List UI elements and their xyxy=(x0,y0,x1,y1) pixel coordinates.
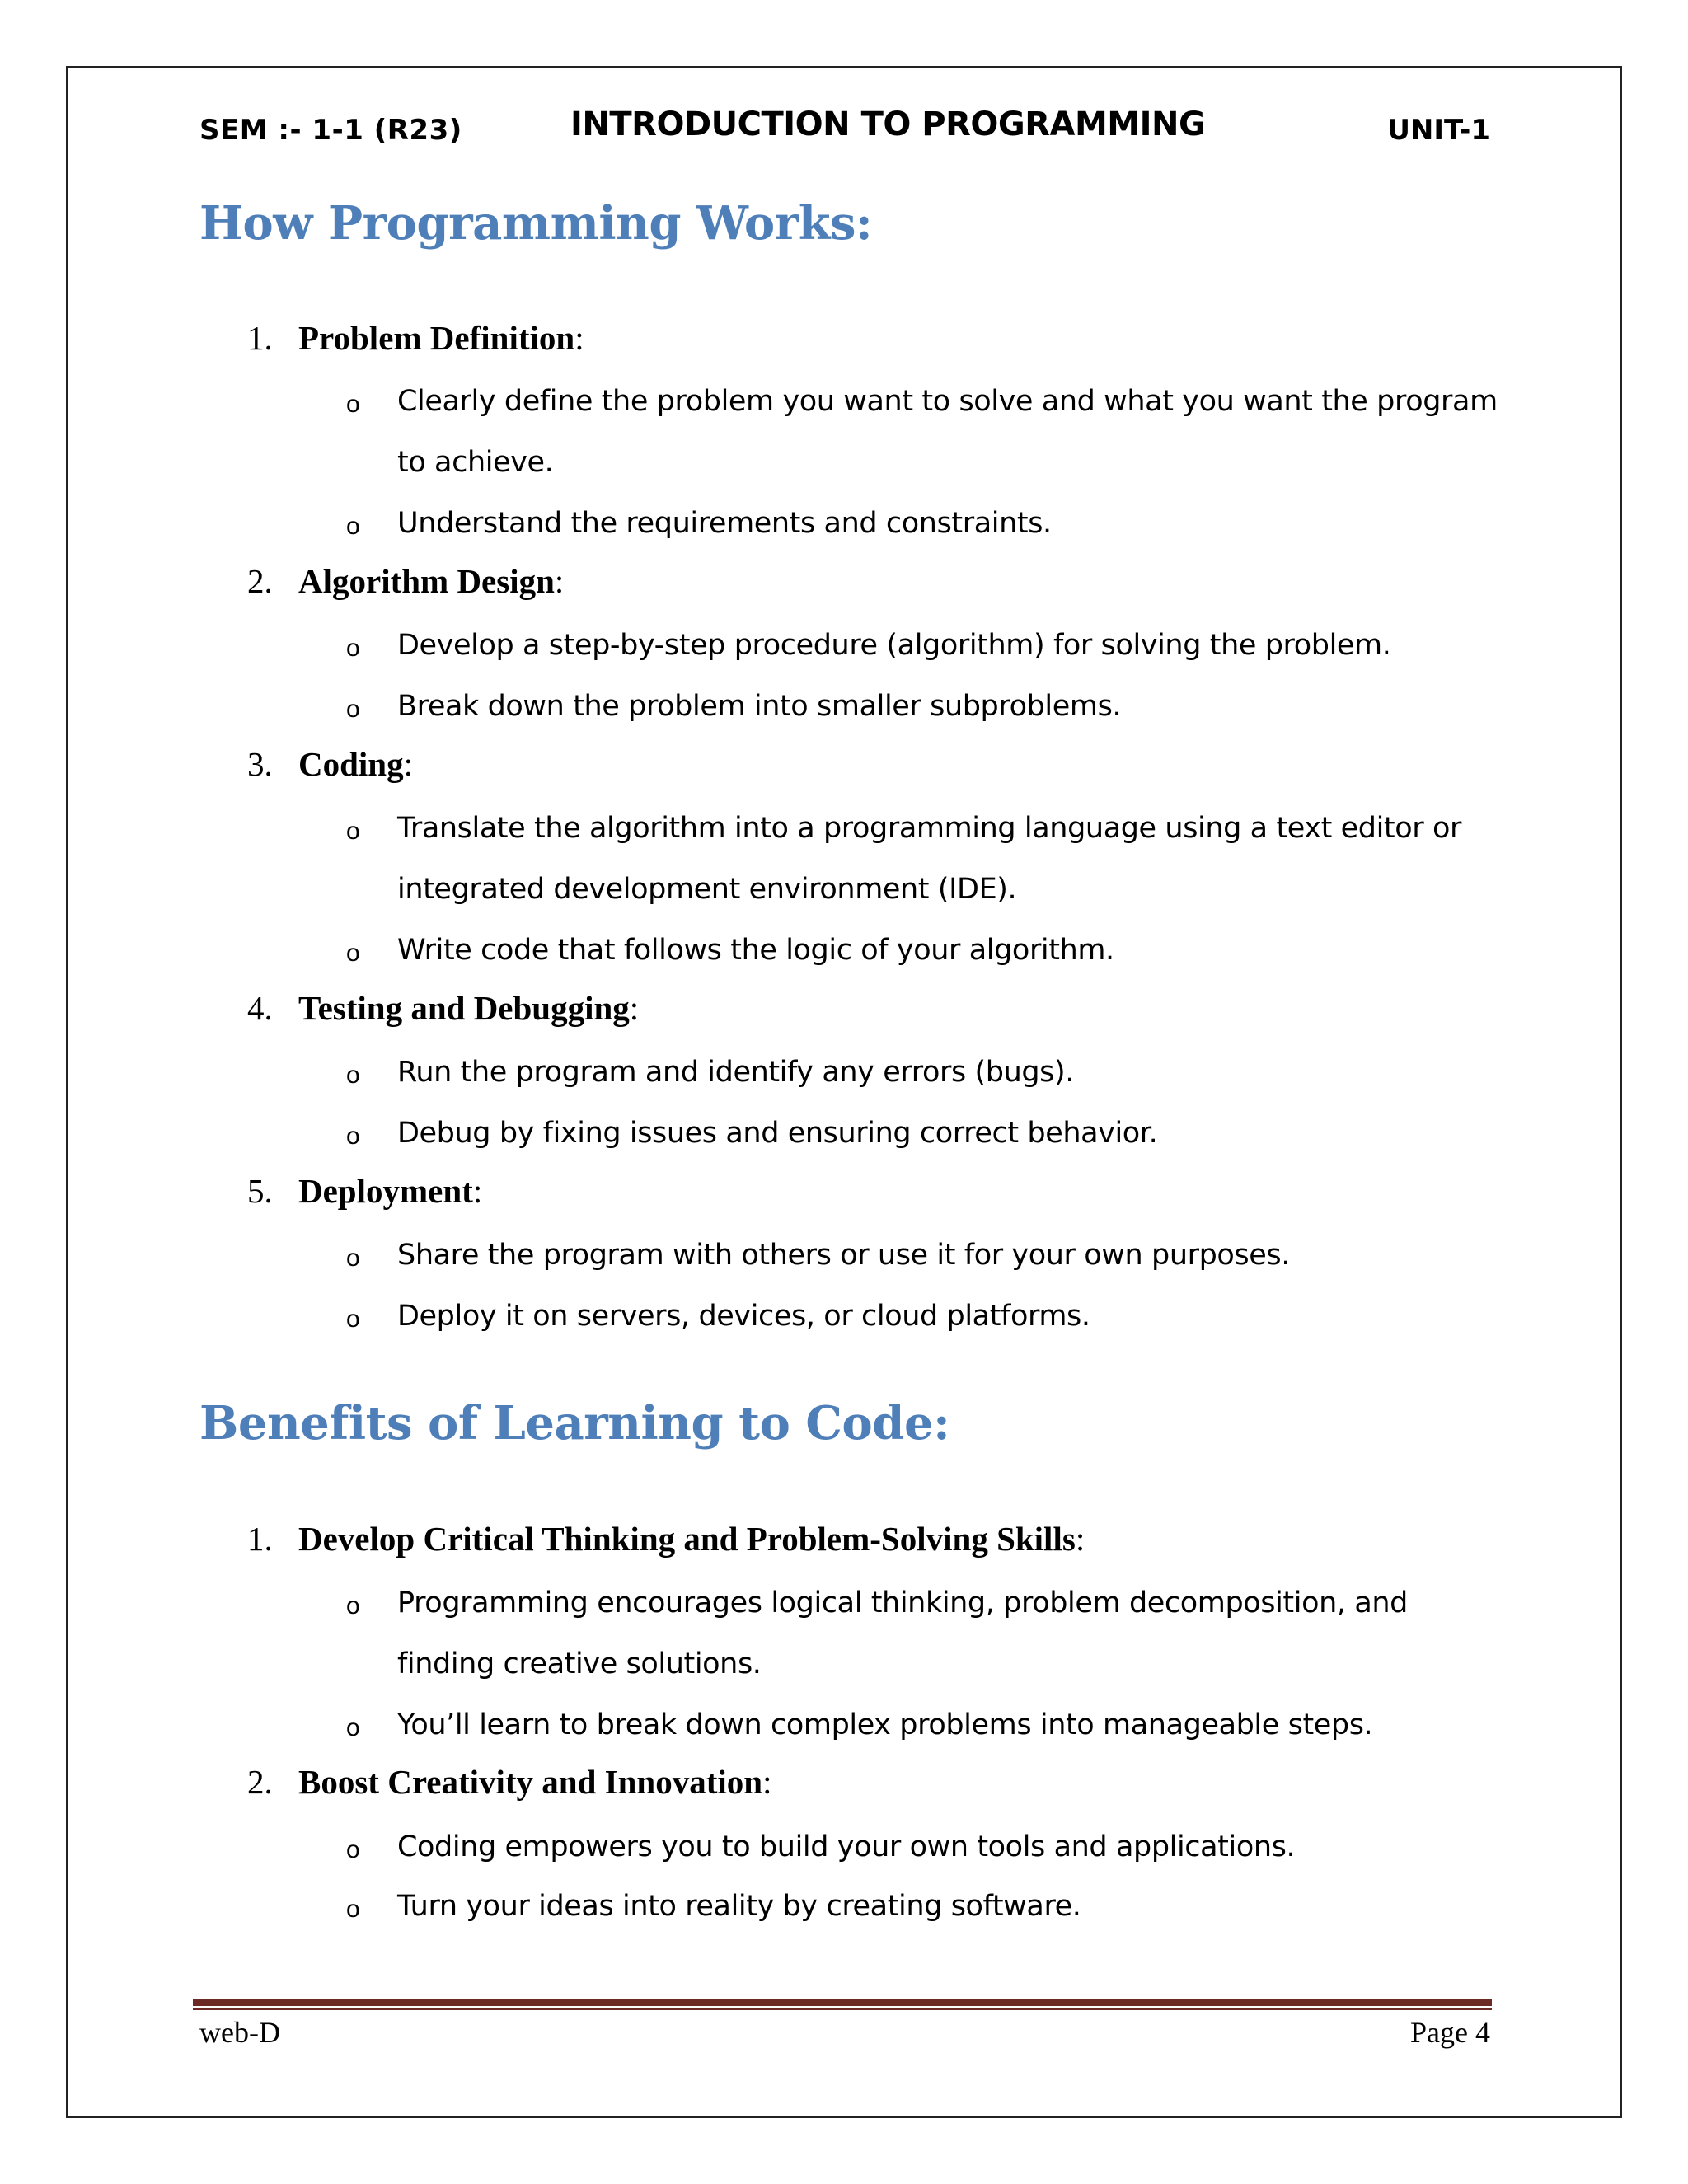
item-title: Problem Definition xyxy=(298,319,575,357)
list-item-creativity-and-innovation xyxy=(247,1762,771,1802)
bullet-text: Develop a step-by-step procedure (algorithm) for solving the problem. xyxy=(397,629,1391,662)
circle-bullet-icon: o xyxy=(346,1122,360,1150)
bullet-text: Deploy it on servers, devices, or cloud platforms. xyxy=(397,1300,1090,1333)
bullet-text: Share the program with others or use it for your own purposes. xyxy=(397,1239,1290,1272)
item-suffix: : xyxy=(472,1172,483,1210)
bullet-text: Translate the algorithm into a programming language using a text editor or integrated development environment (IDE). xyxy=(397,812,1461,906)
item-title: Testing and Debugging xyxy=(298,989,630,1027)
circle-bullet-icon: o xyxy=(346,1836,360,1863)
bullet-item xyxy=(346,1572,1500,1694)
footer-rule-thick xyxy=(193,1999,1492,2006)
footer-rule-thin xyxy=(193,2008,1492,2010)
bullet-item xyxy=(346,371,1500,493)
circle-bullet-icon: o xyxy=(346,1714,360,1741)
list-item-problem-definition xyxy=(247,318,584,358)
circle-bullet-icon: o xyxy=(346,1062,360,1089)
item-title: Develop Critical Thinking and Problem-Solving Skills xyxy=(298,1520,1076,1558)
bullet-text: Clearly define the problem you want to solve and what you want the program to achieve. xyxy=(397,385,1498,479)
item-suffix: : xyxy=(554,562,565,600)
circle-bullet-icon: o xyxy=(346,1305,360,1333)
list-item-deployment xyxy=(247,1171,482,1211)
item-number: 4. xyxy=(247,989,273,1027)
bullet-item xyxy=(346,493,1500,554)
item-title: Boost Creativity and Innovation xyxy=(298,1763,763,1801)
circle-bullet-icon: o xyxy=(346,1592,360,1619)
footer-left-text: web-D xyxy=(199,2016,280,2049)
bullet-text: Turn your ideas into reality by creating software. xyxy=(397,1890,1081,1923)
circle-bullet-icon: o xyxy=(346,696,360,723)
item-number: 3. xyxy=(247,745,273,783)
item-suffix: : xyxy=(762,1763,772,1801)
header-course-title: INTRODUCTION TO PROGRAMMING xyxy=(570,105,1206,143)
bullet-text: Debug by fixing issues and ensuring correct behavior. xyxy=(397,1117,1158,1150)
item-number: 2. xyxy=(247,562,273,600)
item-number: 1. xyxy=(247,1520,273,1558)
header-unit: UNIT-1 xyxy=(1387,114,1490,147)
bullet-item xyxy=(346,676,1500,737)
item-suffix: : xyxy=(629,989,640,1027)
bullet-item xyxy=(346,1225,1500,1286)
section-title-how-programming-works: How Programming Works: xyxy=(199,196,873,251)
circle-bullet-icon: o xyxy=(346,635,360,662)
circle-bullet-icon: o xyxy=(346,818,360,845)
bullet-item xyxy=(346,1042,1500,1103)
page-header xyxy=(199,105,1490,155)
item-suffix: : xyxy=(574,319,584,357)
item-suffix: : xyxy=(403,745,414,783)
list-item-algorithm-design xyxy=(247,561,564,601)
bullet-text: Understand the requirements and constraints. xyxy=(397,507,1052,540)
bullet-item xyxy=(346,920,1500,981)
bullet-text: Coding empowers you to build your own tools and applications. xyxy=(397,1830,1296,1863)
item-title: Coding xyxy=(298,745,404,783)
section-title-benefits-of-learning-to-code: Benefits of Learning to Code: xyxy=(199,1396,950,1451)
circle-bullet-icon: o xyxy=(346,940,360,967)
item-suffix: : xyxy=(1075,1520,1085,1558)
circle-bullet-icon: o xyxy=(346,513,360,540)
page-number: Page 4 xyxy=(1410,2016,1490,2049)
bullet-text: You’ll learn to break down complex problems into manageable steps. xyxy=(397,1708,1373,1741)
bullet-item xyxy=(346,1816,1500,1877)
list-item-critical-thinking xyxy=(247,1519,1085,1558)
header-semester: SEM :- 1-1 (R23) xyxy=(199,114,462,147)
bullet-text: Programming encourages logical thinking, problem decomposition, and finding creative solutions. xyxy=(397,1586,1408,1680)
bullet-item xyxy=(346,798,1500,920)
item-title: Algorithm Design xyxy=(298,562,555,600)
footer-rule xyxy=(193,1999,1492,2010)
item-number: 2. xyxy=(247,1763,273,1801)
item-number: 1. xyxy=(247,319,273,357)
bullet-text: Run the program and identify any errors (bugs). xyxy=(397,1056,1074,1089)
bullet-item xyxy=(346,1876,1500,1937)
list-item-coding xyxy=(247,744,413,784)
bullet-item xyxy=(346,1103,1500,1164)
bullet-text: Write code that follows the logic of your algorithm. xyxy=(397,934,1114,967)
circle-bullet-icon: o xyxy=(346,391,360,418)
bullet-item xyxy=(346,1286,1500,1347)
bullet-item xyxy=(346,615,1500,676)
circle-bullet-icon: o xyxy=(346,1896,360,1923)
list-item-testing-and-debugging xyxy=(247,988,639,1028)
item-title: Deployment xyxy=(298,1172,473,1210)
bullet-text: Break down the problem into smaller subproblems. xyxy=(397,690,1122,723)
bullet-item xyxy=(346,1694,1500,1755)
item-number: 5. xyxy=(247,1172,273,1210)
circle-bullet-icon: o xyxy=(346,1244,360,1272)
